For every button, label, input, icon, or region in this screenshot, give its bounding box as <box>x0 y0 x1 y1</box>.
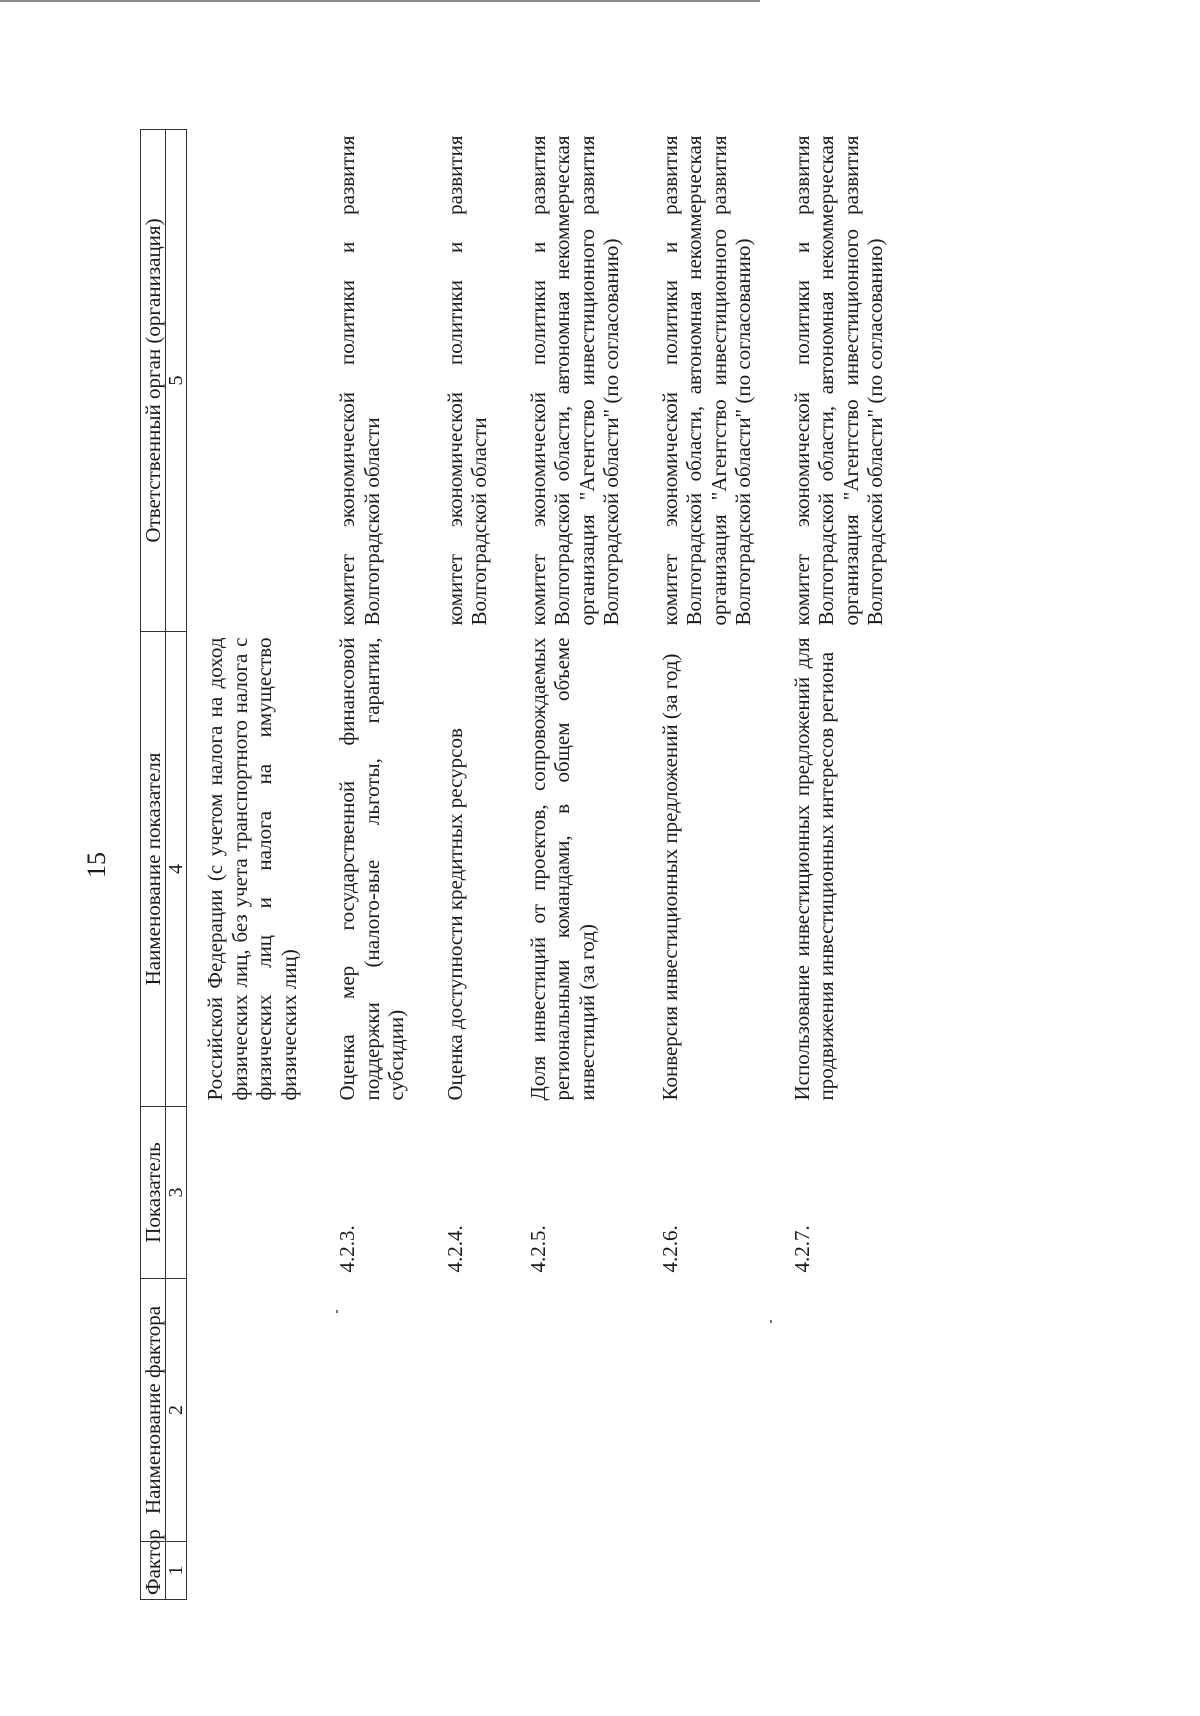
cell-factor <box>790 1542 922 1600</box>
column-number-row <box>166 130 187 1600</box>
cell-responsible: комитет экономической политики и развития Волгоградской области, автономная некоммерческая организация "Агентство инвестиционного развития Волгоградской области" (по согласованию) <box>657 135 755 626</box>
cell-factor <box>526 1542 658 1600</box>
cell-factor <box>187 1542 336 1600</box>
header-row <box>141 130 166 1600</box>
rotated-page <box>82 130 1040 1600</box>
header-indicator-code: Показатель <box>141 1107 166 1279</box>
cell-factor-name <box>187 1279 336 1542</box>
cell-factor-name <box>335 1279 443 1542</box>
cell-indicator-code <box>187 1107 336 1279</box>
header-factor: Фактор <box>141 1542 166 1600</box>
cell-indicator-code: 4.2.3. <box>335 1225 359 1273</box>
table-row <box>443 130 526 1600</box>
column-number: 4 <box>166 632 187 1107</box>
table-row <box>187 130 336 1600</box>
cell-factor-name <box>526 1279 658 1542</box>
header-responsible: Ответственный орган (организация) <box>141 130 166 632</box>
header-factor-name: Наименование фактора <box>141 1279 166 1542</box>
cell-indicator-name: Российской Федерации (с учетом налога на доход физических лиц, без учета транспортного налога с физических лиц и налога на имущество физических лиц) <box>203 637 301 1101</box>
cell-responsible: комитет экономической политики и развития Волгоградской области, автономная некоммерческая организация "Агентство инвестиционного развития Волгоградской области" (по согласованию) <box>525 135 623 626</box>
column-number: 1 <box>166 1542 187 1600</box>
cell-responsible <box>187 130 336 632</box>
cell-factor <box>443 1542 526 1600</box>
cell-responsible: комитет экономической политики и развития Волгоградской области, автономная некоммерческая организация "Агентство инвестиционного развития Волгоградской области" (по согласованию) <box>789 135 887 626</box>
cell-factor <box>335 1542 443 1600</box>
table-row <box>335 130 443 1600</box>
cell-factor-name <box>790 1279 922 1542</box>
header-indicator-name: Наименование показателя <box>141 632 166 1107</box>
cell-indicator-code: 4.2.4. <box>442 1225 467 1273</box>
cell-indicator-name: Оценка мер государственной финансовой поддержки (налого-вые льготы, гарантии, субсидии) <box>335 637 408 1101</box>
column-number: 5 <box>166 130 187 632</box>
cell-indicator-name: Оценка доступности кредитных ресурсов <box>442 728 467 1101</box>
cell-indicator-name: Конверсия инвестиционных предложений (за год) <box>657 653 682 1101</box>
cell-indicator-code: 4.2.6. <box>657 1225 682 1273</box>
cell-responsible: комитет экономической политики и развития Волгоградской области <box>335 135 384 626</box>
table-row <box>526 130 658 1600</box>
table-row <box>658 130 790 1600</box>
column-number: 2 <box>166 1279 187 1542</box>
cell-indicator-code: 4.2.7. <box>789 1225 814 1273</box>
cell-indicator-code: 4.2.5. <box>525 1225 550 1273</box>
page-number: 15 <box>82 852 111 878</box>
cell-factor <box>658 1542 790 1600</box>
cell-indicator-name: Использование инвестиционных предложений для продвижения инвестиционных интересов региона <box>789 637 838 1101</box>
table-row <box>790 130 922 1600</box>
scan-edge-line <box>0 0 760 2</box>
cell-factor-name <box>658 1279 790 1542</box>
cell-responsible: комитет экономической политики и развития Волгоградской области <box>442 135 491 626</box>
column-number: 3 <box>166 1107 187 1279</box>
cell-indicator-name: Доля инвестиций от проектов, сопровождаемых региональными командами, в общем объеме инвестиций (за год) <box>525 637 599 1101</box>
indicators-table <box>140 129 922 1600</box>
cell-factor-name <box>443 1279 526 1542</box>
